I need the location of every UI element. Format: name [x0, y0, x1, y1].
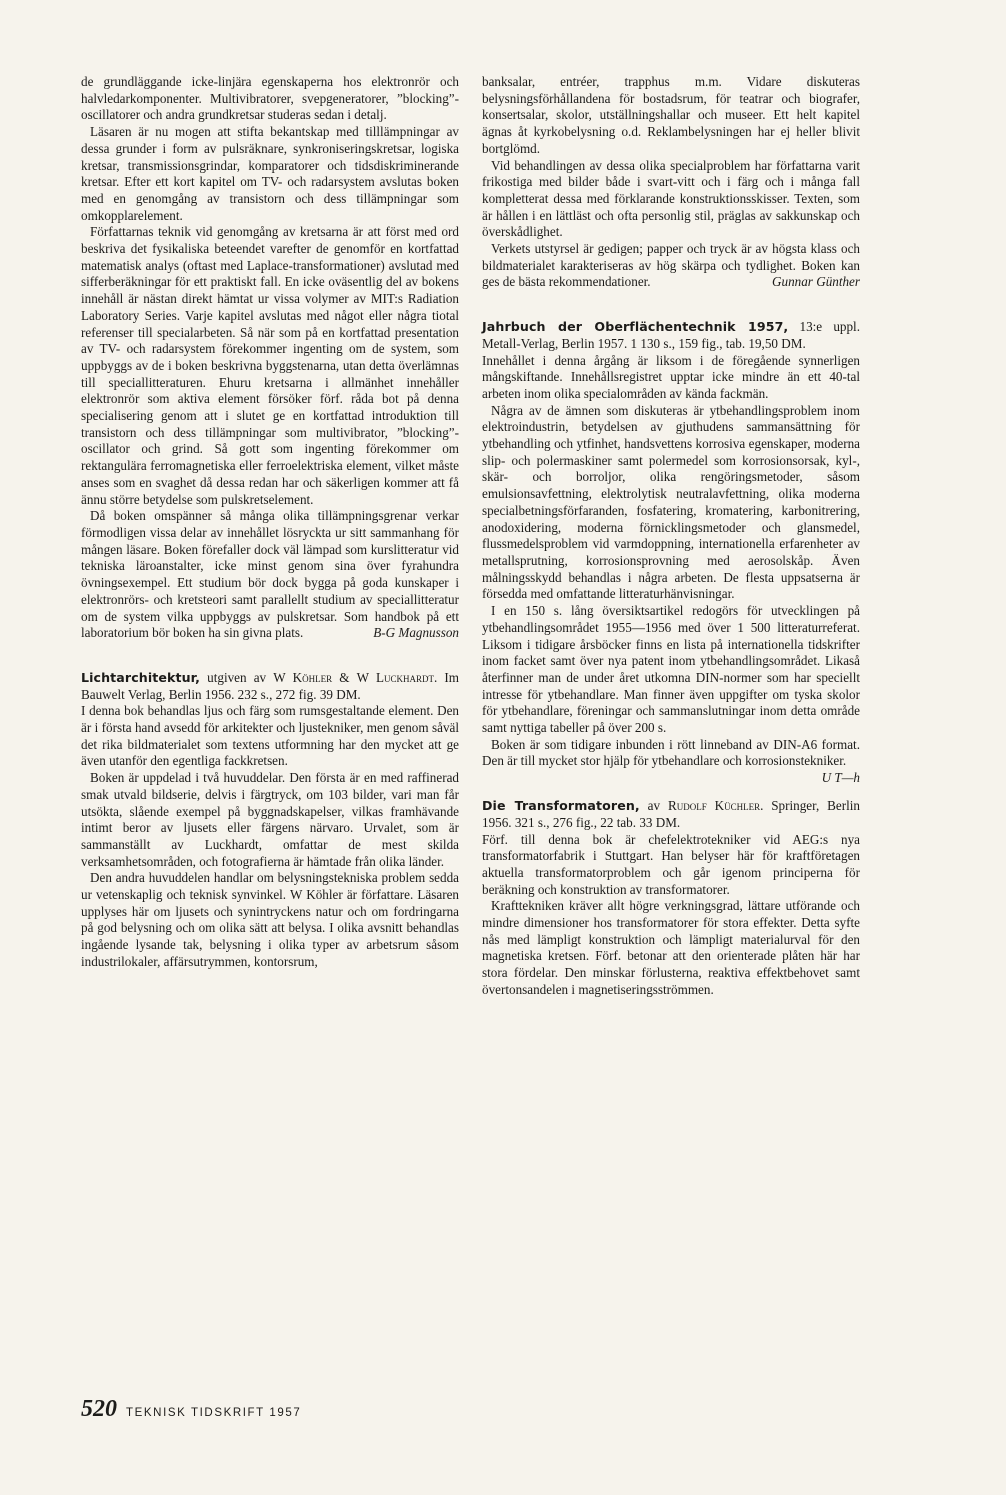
- paragraph: [482, 241, 860, 291]
- book-title: Jahrbuch der Oberflächentechnik 1957,: [482, 319, 789, 335]
- review-jahrbuch: [482, 319, 860, 786]
- book-title: Lichtarchitektur,: [81, 669, 201, 685]
- author-name: W Luckhardt: [356, 669, 434, 685]
- paragraph: Vid behandlingen av dessa olika specialproblem har författarna varit frikostiga med bilder både i svart-vitt och i färg och i många fall kompletterat dessa med förklarande konstruktionsskisser. Texten, som är hållen i en lättläst och ofta personlig stil, präglas av sakkunskap och överskådlighet.: [482, 157, 860, 240]
- paragraph: Innehållet i denna årgång är liksom i de föregående synnerligen mångskiftande. Innehållsregistret upptar icke mindre än ett 40-tal arbeten inom olika specialområden av kända fackmän.: [482, 352, 860, 401]
- review-signature: Gunnar Günther: [772, 274, 860, 290]
- paragraph: Läsaren är nu mogen att stifta bekantskap med tilllämpningar av dessa grunder i form av pulsräknare, synkroniseringskretsar, logiska kretsar, transmissionsgrindar, komparatorer och tidsdiskriminerande kretsar. Efter ett kort kapitel om TV- och radarsystem avslutas boken med en genomgång av transistorn och dess tillämpningar som omkopplarelement.: [81, 124, 459, 223]
- review-heading: [482, 798, 860, 831]
- publication-details: . Im Bauwelt Verlag, Berlin 1956. 232 s., 272 fig. 39 DM.: [81, 669, 460, 702]
- review-signature: B-G Magnusson: [373, 625, 459, 641]
- author-name: Rudolf Küchler: [667, 798, 761, 814]
- paragraph: Boken är uppdelad i två huvuddelar. Den första är en med raffinerad smak utvald bildserie, delvis i färgtryck, om 103 bilder, vari man får utsökta, slående exempel på byggnadskapelser, vilkas framhävande intimt beror av ljusets eller färgens närvaro. Urvalet, som är sammanställt av Luckhardt, omfattar de mest skilda verksamhetsområden, och fotografierna är hämtade från olika länder.: [81, 770, 459, 869]
- paragraph-text: Då boken omspänner så många olika tillämpningsgrenar verkar förmodligen vissa delar av innehållet lösryckta ur sitt sammanhang för mången läsare. Boken förefaller dock väl lämpad som kurslitteratur vid tekniska läroanstalter, icke minst genom sina över fyrahundra övningsexempel. Ett studium bör dock bygga på goda kunskaper i elektronrörs- och kretsteori samt parallellt studium av speciallitteratur om de system vilka uppbyggs av pulskretsar. Som handbok på ett laboratorium bör boken ha sin givna plats.: [81, 508, 459, 641]
- page-footer: [81, 1396, 301, 1423]
- page-number: 520: [81, 1396, 117, 1422]
- paragraph: I en 150 s. lång översiktsartikel redogörs för utvecklingen på ytbehandlingsområdet 1955—1956 med över 1 500 litteraturreferat. Liksom i tidigare årsböcker finns en lista på internationella tidskrifter inom facket samt över nya patent inom ytbehandlingsområdet. Likaså återfinner man de under året utkomna DIN-normer som har speciellt intresse för ytbehandlare. Man finner även uppgifter om tyska skolor för ytbehandlare, föreningar och sammanslutningar inom detta område samt nyttiga tabeller på över 200 s.: [482, 603, 860, 736]
- byline-prefix: av: [647, 798, 661, 814]
- byline-prefix: utgiven av: [207, 669, 267, 685]
- publication-details: . Springer, Berlin 1956. 321 s., 276 fig., 22 tab. 33 DM.: [482, 798, 860, 830]
- left-column: [81, 74, 459, 971]
- paragraph: Förf. till denna bok är chefelektrotekniker vid AEG:s nya transformatorfabrik i Stuttgart. Han belyser här för kraftföretagen aktuella transformatorproblem och går igenom principerna för beräkning och konstruktion av transformatorer.: [482, 831, 860, 897]
- author-name: W Köhler: [273, 669, 333, 685]
- paragraph-text: Verkets utstyrsel är gedigen; papper och tryck är av högsta klass och bildmaterialet karakteriseras av hög skärpa och tydlighet. Boken kan ges de bästa rekommendationer.: [482, 241, 860, 290]
- paragraph: Den andra huvuddelen handlar om belysningstekniska problem sedda ur vetenskaplig och teknisk synvinkel. W Köhler är författare. Läsaren upplyses här om ljusets och synintryckens natur och om fordringarna på god belysning och om olika sätt att belysa. I olika avsnitt behandlas ingående lysande tak, belysning i olika typer av arbetsrum såsom industrilokaler, affärsutrymmen, kontorsrum,: [81, 870, 459, 969]
- paragraph: Krafttekniken kräver allt högre verkningsgrad, lättare utförande och mindre dimensioner hos transformatorer för stora effekter. Detta syfte nås med lämpligt konstruktion och lämpligt materialurval för den magnetiska kretsen. Förf. betonar att den orienterade plåten här har stora fördelar. Den minskar förlusterna, reaktiva effektbehovet samt övertonsandelen i magnetiseringsströmmen.: [482, 898, 860, 997]
- review-transformatoren: [482, 798, 860, 998]
- ampersand: &: [339, 669, 350, 685]
- paragraph: banksalar, entréer, trapphus m.m. Vidare diskuteras belysningsförhållandena för bostadsrum, för teatrar och biografer, konsertsalar, skolor, utställningshallar och museer. Ett helt kapitel ägnas åt kyrkobelysning o.d. Reklambelysningen har ej heller blivit bortglömd.: [482, 74, 860, 156]
- right-column: [482, 74, 860, 999]
- paragraph: [81, 508, 459, 642]
- publication-details: 13:e uppl. Metall-Verlag, Berlin 1957. 1 130 s., 159 fig., tab. 19,50 DM.: [482, 319, 860, 351]
- journal-name: TEKNISK TIDSKRIFT 1957: [126, 1407, 302, 1419]
- paragraph: Författarnas teknik vid genomgång av kretsarna är att först med ord beskriva det fysikaliska beteendet varefter de genomför en kortfattad matematisk analys (oftast med Laplace-transformationer) avslutad med sifferberäkningar för ett praktiskt fall. En icke oväsentlig del av bokens innehåll är nästan direkt hämtat ur vissa volymer av MIT:s Radiation Laboratory Series. Varje kapitel avslutas med något eller några tiotal referenser till specialarbeten. Så när som på en kortfattad presentation av TV- och radarsystem förekommer ingenting om de system, som uppbyggs av de i boken beskrivna byggstenarna, utan detta överlämnas till speciallitteraturen. Ehuru kretsarna i allmänhet innehåller elektronrör som aktiva element försöker förf. råda bot på denna specialisering genom att i slutet ge en kortfattad introduktion till transistorn och dess tillämpningar som multivibrator, ”blocking”-oscillator och grind. Så gott som ingenting förekommer om rektangulära ferromagnetiska eller ferroelektriska element, vilket måste anses som en svaghet då dessa redan har och säkerligen kommer att få ännu större betydelse som pulskretselement.: [81, 224, 459, 507]
- paragraph: [482, 736, 860, 786]
- paragraph-text: Boken är som tidigare inbunden i rött linneband av DIN-A6 format. Den är till mycket stor hjälp för ytbehandlare och korrosionstekniker.: [482, 736, 860, 769]
- review-heading: [482, 319, 860, 352]
- paragraph: de grundläggande icke-linjära egenskaperna hos elektronrör och halvledarkomponenter. Multivibratorer, svepgeneratorer, ”blocking”-oscillatorer och andra grundkretsar studeras sedan i detalj.: [81, 74, 459, 123]
- review-lichtarchitektur: [81, 670, 459, 971]
- book-title: Die Transformatoren,: [482, 798, 640, 814]
- paragraph: Några av de ämnen som diskuteras är ytbehandlingsproblem inom elektroindustrin, betydelsen av gjuthudens sammansättning för ytbehandling och ytfinhet, handsvettens korrosiva egenskaper, moderna slip- och polermaskiner samt polermedel som korrosionsorsak, kyl-, skär- och borroljor, olika rengöringsmetoder, såsom emulsionsavfettning, elektrolytisk neutralavfettning, olika moderna specialbetningsförfaranden, fosfatering, kromatering, karbonitrering, anodoxidering, moderna förnicklingsmetoder och glansmedel, flussmedelsproblem vid varmdoppning, internationella erfarenheter av metallsprutning, korrosionsprovning med aerosolskåp. Även målningsskydd behandlas i några arbeten. De flesta uppsatserna är försedda med omfattande litteraturhänvisningar.: [482, 402, 860, 602]
- review-signature: U T—h: [821, 770, 860, 786]
- review-heading: [81, 670, 459, 703]
- paragraph: I denna bok behandlas ljus och färg som rumsgestaltande element. Den är i första hand avsedd för arkitekter och ljustekniker, men genom såväl det rika bildmaterialet som textens utformning har den mycket att ge även utanför den egentliga fackkretsen.: [81, 703, 459, 769]
